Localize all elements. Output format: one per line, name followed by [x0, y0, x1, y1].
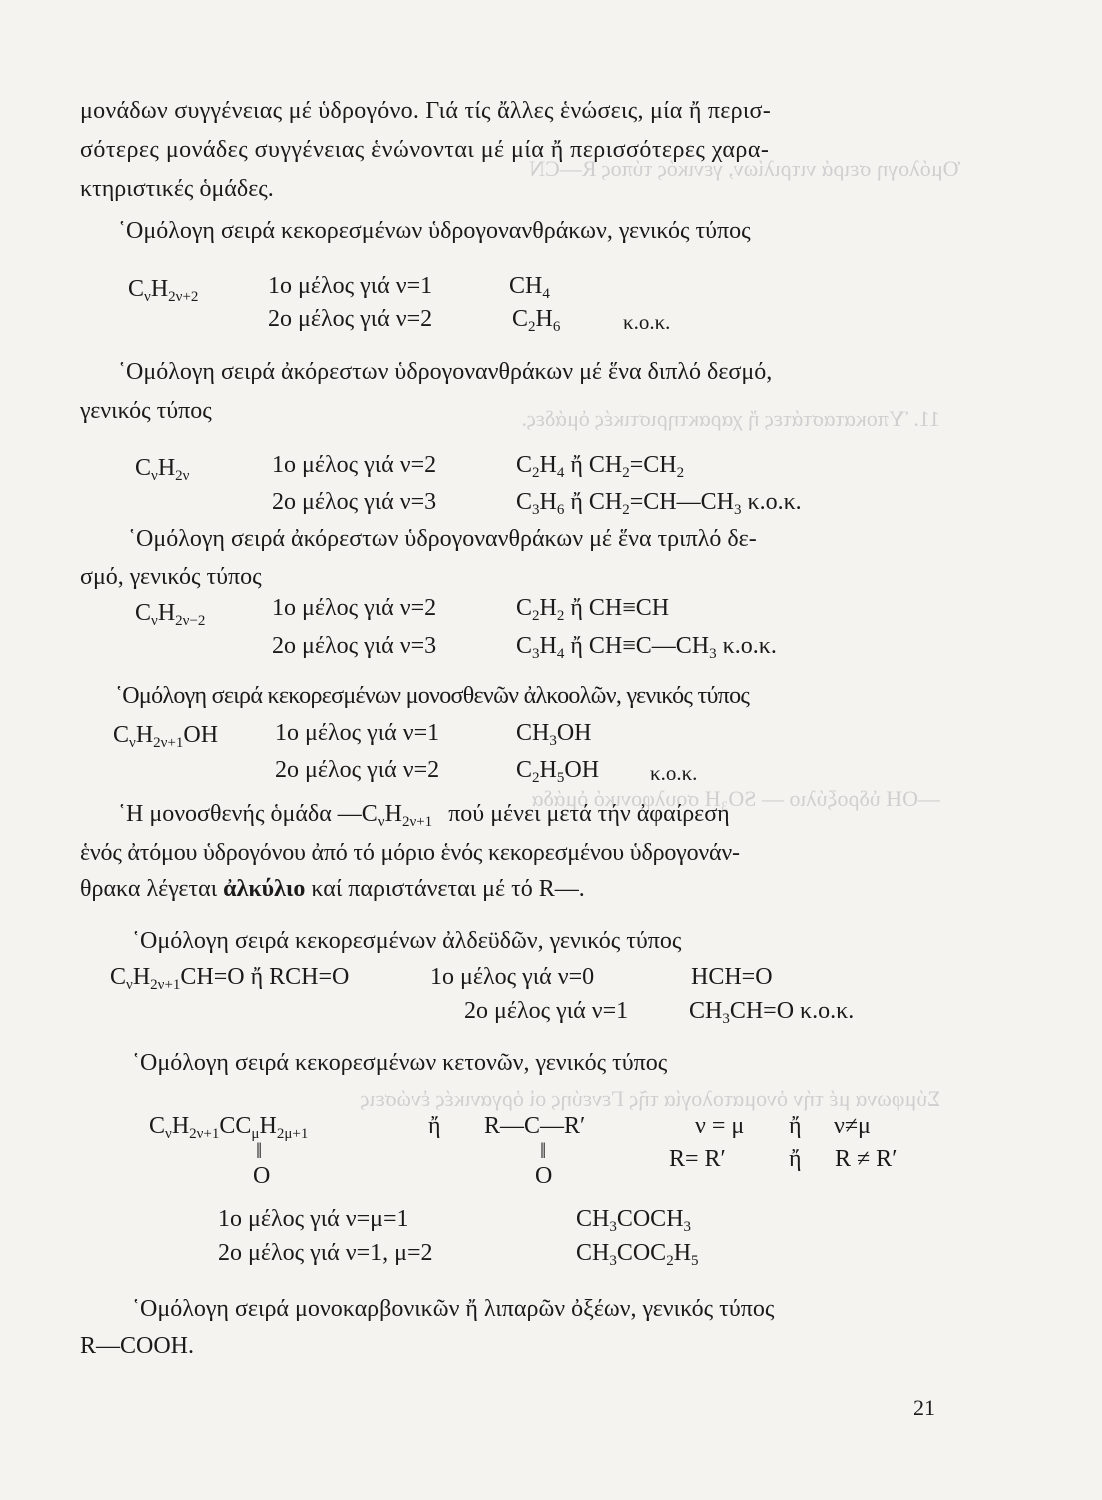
- member-formula: $C_3H_4$ ἤ $CH\equiv C—CH_3$ κ.ο.κ.: [516, 633, 777, 662]
- alkyl-term: ἀλκύλιο: [223, 876, 306, 902]
- ketones-heading: ῾Ομόλογη σειρά κεκορεσμένων κετονῶν, γενικός τύπος: [132, 1050, 668, 1076]
- alcohols-general-formula: $C_\nu H_{2\nu+1}OH$: [113, 722, 219, 751]
- member-label: 1ο μέλος γιά ν=2: [272, 595, 437, 621]
- show-through-text: Σύμφωνα μέ τήν ὀνοματολογία τῆς Γενεύης οἱ ὀργανικές ἑνώσεις: [360, 1086, 940, 1111]
- etc-label: κ.ο.κ.: [623, 310, 671, 334]
- member-label: 2ο μέλος γιά ν=2: [275, 757, 440, 783]
- carbonyl-double-bond: ‖: [540, 1138, 547, 1163]
- member-formula: $C_3H_6$ ἤ $CH_2=CH—CH_3$ κ.ο.κ.: [516, 489, 802, 518]
- carbonyl-oxygen: O: [253, 1163, 271, 1189]
- member-label: 1ο μέλος γιά ν=0: [430, 964, 595, 990]
- show-through-text: —OH ὑδροξύλιο — SO₃H σουλφονικό ὁμάδα: [531, 786, 940, 811]
- member-label: 2ο μέλος γιά ν=2: [268, 306, 433, 332]
- alkynes-general-formula: $C_\nu H_{2\nu-2}$: [135, 600, 206, 629]
- member-formula: $CH_3COCH_3$: [576, 1206, 692, 1235]
- member-formula: $CH_3CH=O$ κ.ο.κ.: [689, 998, 855, 1027]
- alkyl-line-start: ῾Η μονοσθενής ὁμάδα —C: [118, 801, 378, 827]
- alkynes-heading-cont: σμό, γενικός τύπος: [80, 564, 262, 590]
- member-formula: HCH=O: [691, 964, 773, 990]
- condition-label: R= R′: [669, 1146, 726, 1172]
- or-label: ἤ: [789, 1146, 802, 1172]
- alkanes-general-formula: $C_\nu H_{2\nu+2}$: [128, 276, 199, 305]
- member-label: 1ο μέλος γιά ν=1: [268, 273, 433, 299]
- ketones-alt-formula: R—C—R′: [484, 1113, 586, 1139]
- alkyl-line-end: πού μένει μετά τήν ἀφαίρεση: [448, 801, 730, 827]
- carbonyl-oxygen: O: [535, 1163, 553, 1189]
- alkenes-heading: ῾Ομόλογη σειρά ἀκόρεστων ὑδρογονανθράκων μέ ἕνα διπλό δεσμό,: [118, 359, 773, 385]
- alkyl-line: ῾Η μονοσθενής ὁμάδα $—C_\nu H_{2\nu+1}$ πού μένει μετά τήν ἀφαίρεση: [118, 801, 730, 830]
- page-number: 21: [913, 1395, 935, 1420]
- member-label: 1ο μέλος γιά ν=2: [272, 452, 437, 478]
- member-formula: $C_2H_2$ ἤ CH≡CH: [516, 595, 670, 624]
- or-label: ἤ: [428, 1113, 441, 1139]
- intro-line: σότερες μονάδες συγγένειας ἑνώνονται μέ μία ἤ περισσότερες χαρα-: [80, 137, 770, 163]
- alkyl-line-end: καί παριστάνεται μέ τό R—.: [311, 876, 585, 902]
- show-through-text: 11. Ὑποκαταστάτες ἤ χαρακτηριστικές ὁμάδες.: [521, 406, 940, 431]
- aldehydes-heading: ῾Ομόλογη σειρά κεκορεσμένων ἀλδεϋδῶν, γενικός τύπος: [132, 928, 682, 954]
- show-through-text: Ὁμόλογη σειρά νιτριλίων, γενικός τύπος R—CN: [529, 156, 960, 181]
- member-formula: $C_2H_4$ ἤ $CH_2=CH_2$: [516, 452, 685, 481]
- member-label: 2ο μέλος γιά ν=3: [272, 633, 437, 659]
- alkyl-line: [80, 872, 585, 906]
- alkyl-line-start: θρακα λέγεται: [80, 876, 218, 902]
- intro-line: κτηριστικές ὁμάδες.: [80, 176, 274, 202]
- or-label: ἤ: [789, 1113, 802, 1139]
- acids-formula: R—COOH.: [80, 1333, 195, 1359]
- member-label: 2ο μέλος γιά ν=3: [272, 489, 437, 515]
- member-label: 1ο μέλος γιά ν=1: [275, 720, 440, 746]
- member-formula: $CH_3COC_2H_5$: [576, 1240, 699, 1269]
- alkyl-line: ἑνός ἀτόμου ὑδρογόνου ἀπό τό μόριο ἑνός κεκορεσμένου ὑδρογονάν-: [80, 840, 740, 866]
- member-formula: $CH_4$: [509, 273, 550, 302]
- intro-line: μονάδων συγγένειας μέ ὑδρογόνο. Γιά τίς ἄλλες ἑνώσεις, μία ἤ περισ-: [80, 98, 771, 124]
- alkanes-heading: ῾Ομόλογη σειρά κεκορεσμένων ὑδρογονανθράκων, γενικός τύπος: [118, 218, 751, 244]
- alcohols-heading: ῾Ομόλογη σειρά κεκορεσμένων μονοσθενῶν ἀλκοολῶν, γενικός τύπος: [115, 683, 750, 709]
- aldehydes-general-formula: $C_\nu H_{2\nu+1}CH=O$ ἤ RCH=O: [110, 964, 350, 993]
- member-label: 1ο μέλος γιά ν=μ=1: [218, 1206, 409, 1232]
- aldehydes-general-tail: CH=O ἤ RCH=O: [180, 964, 350, 990]
- member-formula: $CH_3OH$: [516, 720, 592, 749]
- etc-label: κ.ο.κ.: [650, 761, 698, 785]
- ketones-general-formula: $C_\nu H_{2\nu+1}CC_\mu H_{2\mu+1}$: [149, 1113, 309, 1142]
- condition-label: R ≠ R′: [835, 1146, 898, 1172]
- member-label: 2ο μέλος γιά ν=1: [464, 998, 629, 1024]
- member-label: 2ο μέλος γιά ν=1, μ=2: [218, 1240, 433, 1266]
- alkenes-heading-cont: γενικός τύπος: [80, 398, 212, 424]
- member-formula: $C_2H_5OH$: [516, 757, 600, 786]
- acids-heading: ῾Ομόλογη σειρά μονοκαρβονικῶν ἤ λιπαρῶν ὀξέων, γενικός τύπος: [132, 1296, 775, 1322]
- condition-label: ν≠μ: [834, 1113, 871, 1139]
- carbonyl-double-bond: ‖: [256, 1138, 263, 1163]
- member-formula: $C_2H_6$: [512, 306, 561, 335]
- condition-label: ν = μ: [695, 1113, 745, 1139]
- alkenes-general-formula: $C_\nu H_{2\nu}$: [135, 455, 190, 484]
- alkynes-heading: ῾Ομόλογη σειρά ἀκόρεστων ὑδρογονανθράκων μέ ἕνα τριπλό δε-: [128, 526, 757, 552]
